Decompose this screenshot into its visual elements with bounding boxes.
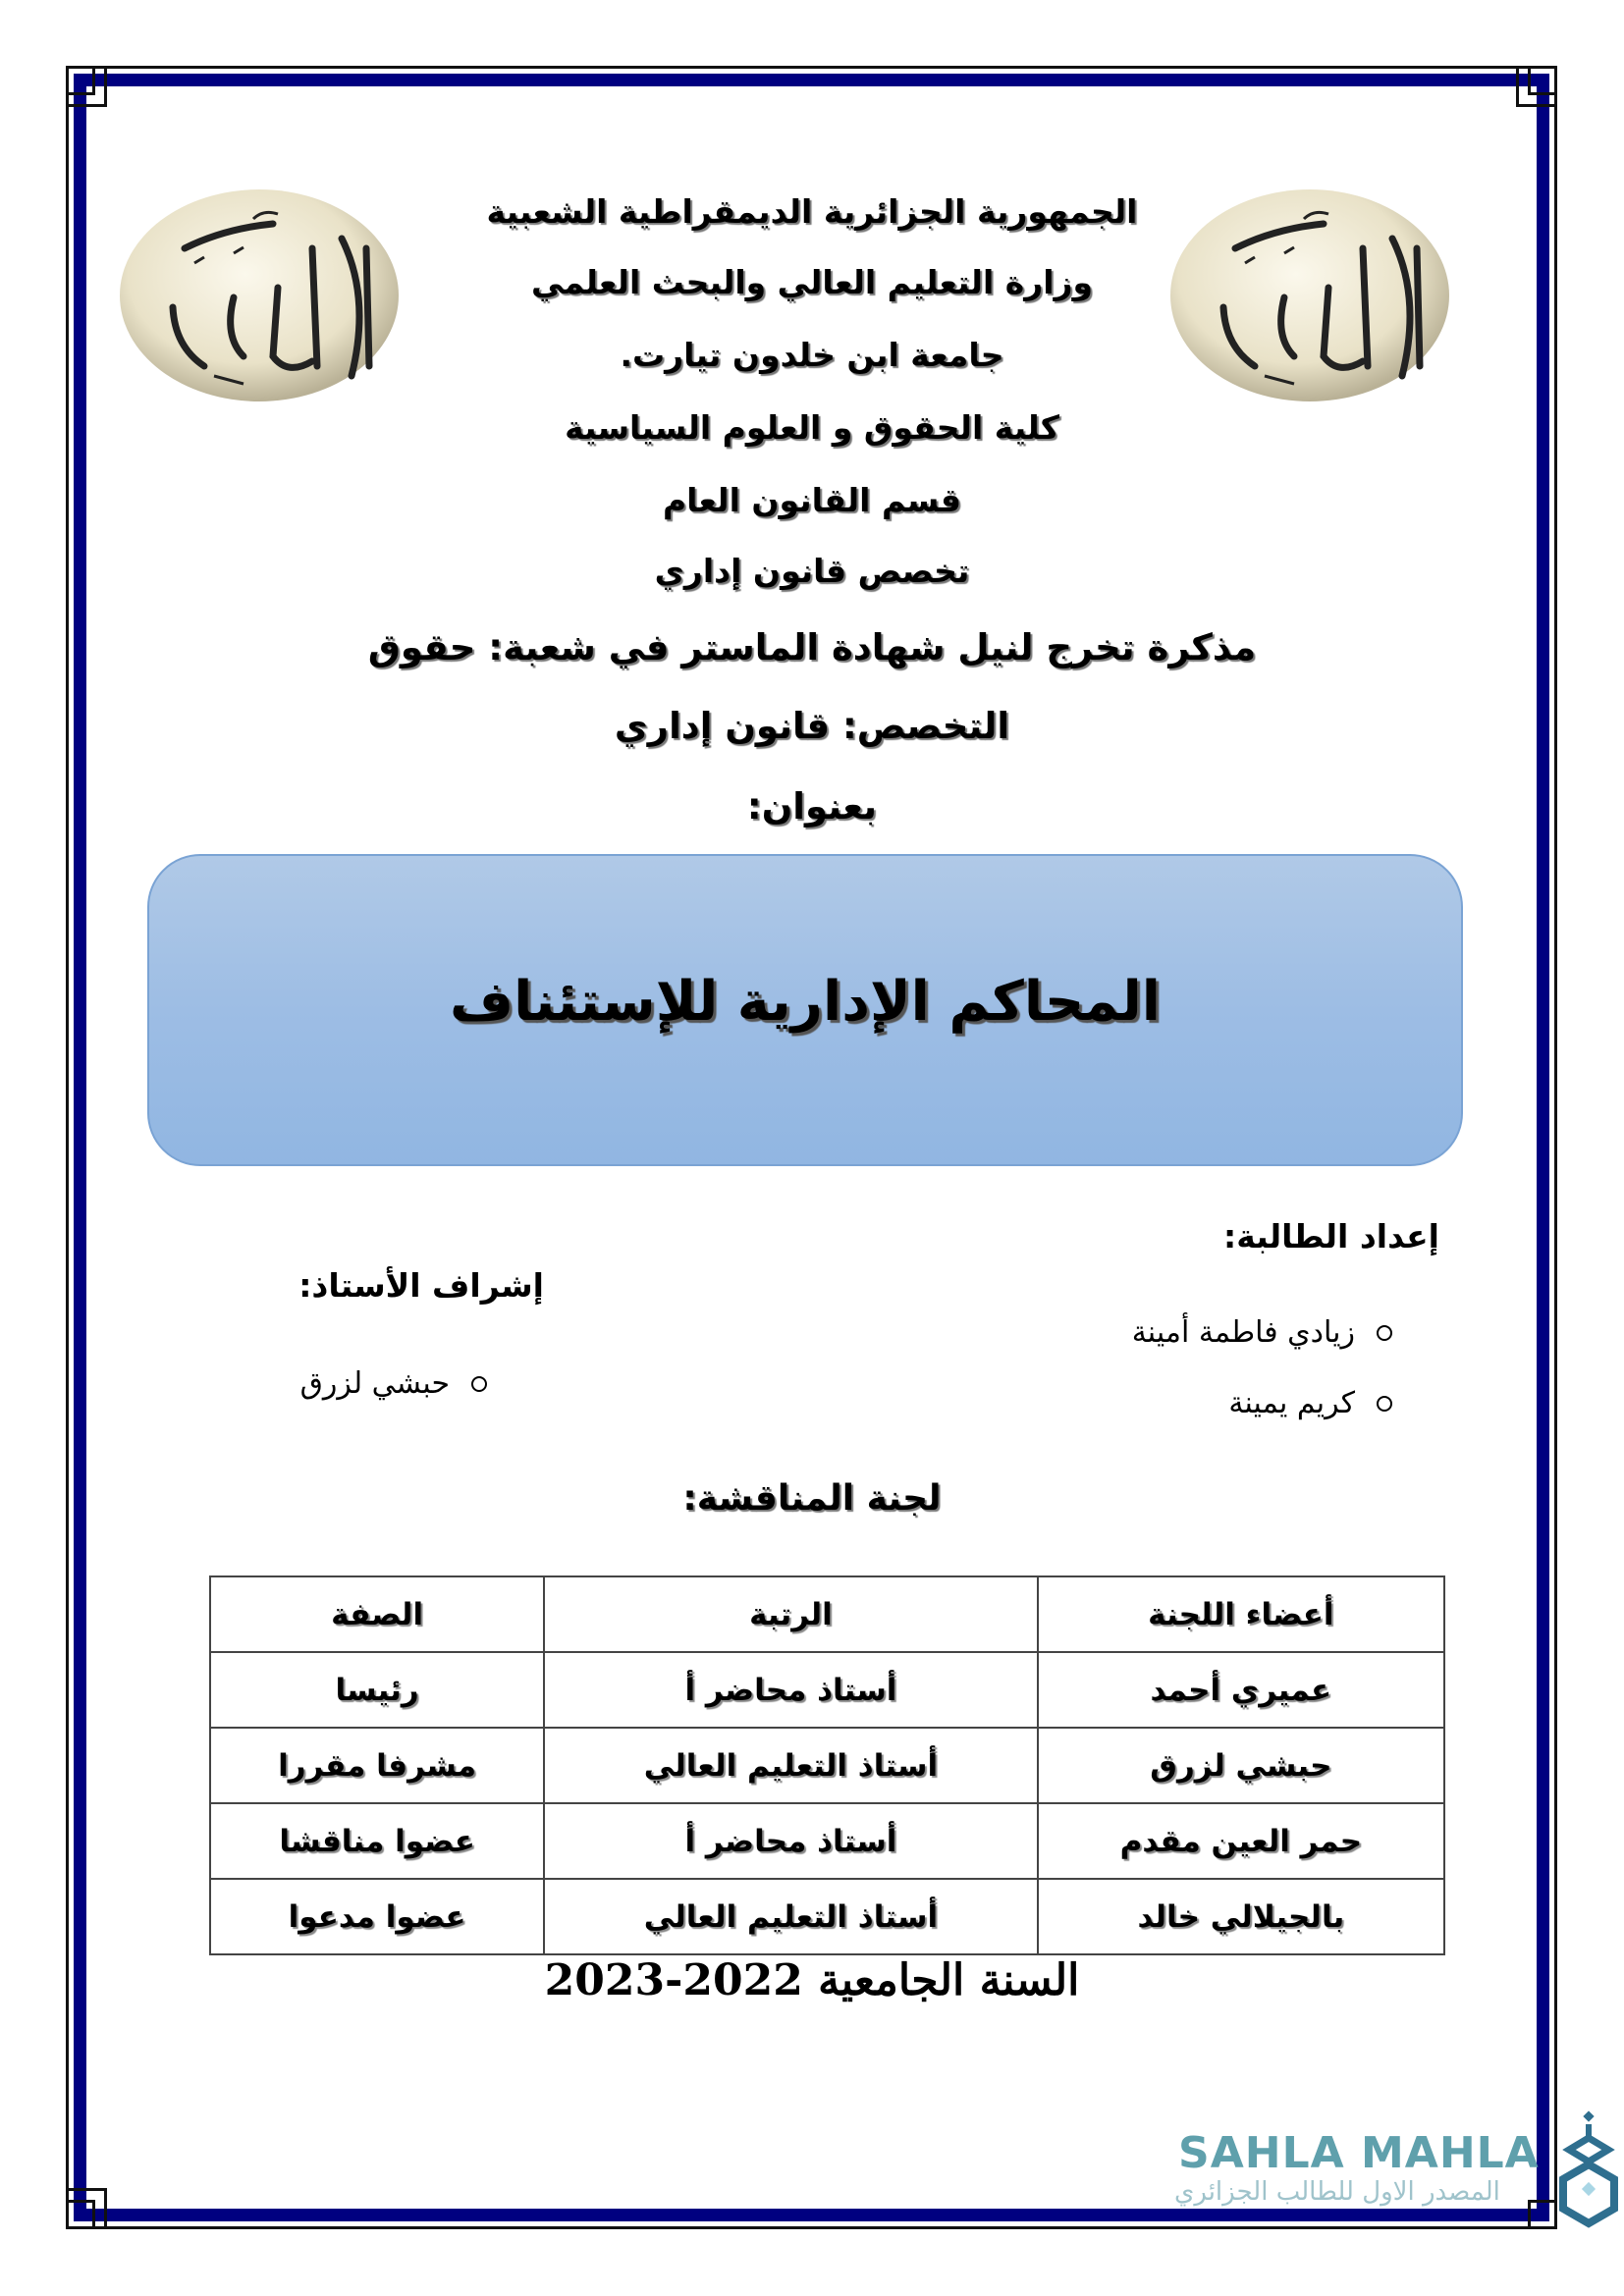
column-header: الصفة: [210, 1576, 544, 1652]
bullet-circle-icon: [1377, 1325, 1392, 1341]
column-header: أعضاء اللجنة: [1038, 1576, 1444, 1652]
member-role: عضوا مدعوا: [210, 1879, 544, 1954]
column-header: الرتبة: [544, 1576, 1037, 1652]
thesis-description: مذكرة تخرج لنيل شهادة الماستر في شعبة: حقوق: [367, 626, 1257, 668]
committee-table: [209, 1575, 1445, 1955]
member-rank: أستاذ التعليم العالي: [544, 1879, 1037, 1954]
corner-ornament: [66, 66, 107, 107]
corner-ornament: [1516, 66, 1557, 107]
member-role: مشرفا مقررا: [210, 1728, 544, 1803]
table-row: [210, 1879, 1444, 1954]
thesis-title-box: [147, 854, 1463, 1166]
students-heading: إعداد الطالبة:: [1223, 1217, 1439, 1255]
bullet-circle-icon: [471, 1376, 487, 1392]
supervisor-item: [300, 1366, 487, 1401]
supervisor-name: حبشي لزرق: [299, 1366, 450, 1401]
table-row: [210, 1728, 1444, 1803]
supervisor-heading: إشراف الأستاذ:: [298, 1266, 544, 1305]
table-row: [210, 1652, 1444, 1728]
student-item: [1132, 1315, 1392, 1350]
student-name: زيادي فاطمة أمينة: [1131, 1315, 1355, 1350]
table-row: [210, 1803, 1444, 1879]
member-role: عضوا مناقشا: [210, 1803, 544, 1879]
faculty-name: كلية الحقوق و العلوم السياسية: [565, 408, 1059, 447]
country-name: الجمهورية الجزائرية الديمقراطية الشعبية: [486, 192, 1138, 231]
student-name: كريم يمينة: [1228, 1386, 1355, 1420]
member-role: رئيسا: [210, 1652, 544, 1728]
watermark-tagline: المصدر الاول للطالب الجزائري: [1174, 2177, 1500, 2207]
thesis-title: المحاكم الإدارية للإستئناف: [450, 969, 1161, 1034]
department-name: قسم القانون العام: [662, 481, 962, 519]
member-rank: أستاذ محاضر أ: [544, 1652, 1037, 1728]
table-header-row: [210, 1576, 1444, 1652]
member-name: بالجيلالي خالد: [1038, 1879, 1444, 1954]
member-rank: أستاذ التعليم العالي: [544, 1728, 1037, 1803]
academic-year: السنة الجامعية 2022-2023: [544, 1955, 1080, 2005]
watermark-logo-icon: [1559, 2110, 1618, 2228]
student-item: [1228, 1386, 1392, 1420]
specialization: تخصص قانون إداري: [654, 552, 970, 590]
member-rank: أستاذ محاضر أ: [544, 1803, 1037, 1879]
ministry-name: وزارة التعليم العالي والبحث العلمي: [530, 263, 1094, 301]
university-name: جامعة ابن خلدون تيارت.: [620, 336, 1004, 374]
title-label: بعنوان:: [746, 785, 878, 828]
member-name: حبشي لزرق: [1038, 1728, 1444, 1803]
specialization-line: التخصص: قانون إداري: [614, 705, 1010, 747]
committee-heading: لجنة المناقشة:: [682, 1478, 942, 1519]
corner-ornament: [66, 2188, 107, 2229]
member-name: حمر العين مقدم: [1038, 1803, 1444, 1879]
watermark-brand: SAHLA MAHLA: [1178, 2128, 1540, 2178]
member-name: عميري أحمد: [1038, 1652, 1444, 1728]
bullet-circle-icon: [1377, 1396, 1392, 1412]
